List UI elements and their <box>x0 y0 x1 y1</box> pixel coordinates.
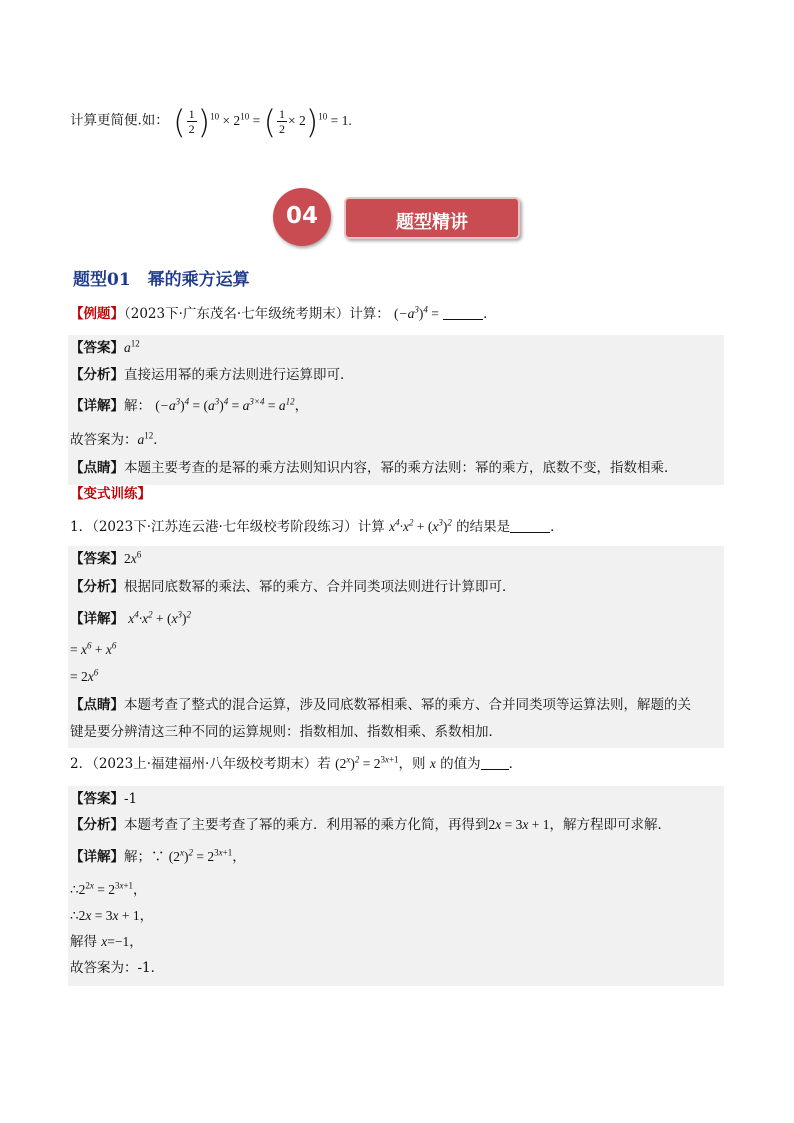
example-conclusion <box>70 430 167 450</box>
intro-line <box>70 102 352 141</box>
example-detail <box>70 396 308 416</box>
q2-answer-label: 【答案】 <box>70 791 124 807</box>
q1-detail-label: 【详解】 <box>70 611 124 627</box>
q1-answer <box>70 549 141 569</box>
q1-answer-value: $2x^6$ <box>124 549 142 566</box>
detail-prefix: 解： <box>124 398 151 414</box>
q2-detail-prefix: 解；∵ <box>124 849 165 865</box>
example-answer <box>70 338 140 358</box>
q2-stem-expression: $(2^x)^2 = 2^{3x+1}$ <box>335 754 399 771</box>
example-comment <box>70 458 678 478</box>
analysis-text: 直接运用幂的乘方法则进行运算即可． <box>124 367 354 383</box>
example-source: （2023下·广东茂名·七年级统考期末）计算： <box>124 306 390 322</box>
banner-title: 题型精讲 <box>396 212 468 233</box>
intro-formula: ( $\frac{1}{2}$ )$^{10} \times 2^{10}$ = ( $\frac{1}{2}$ × 2)$^{10}$ = 1. <box>173 102 352 141</box>
practice-tag: 【变式训练】 <box>70 486 151 502</box>
q2-answer-value: -1 <box>124 791 138 807</box>
q2-stem: 2．（2023上·福建福州·八年级校考期末）若 $(2^x)^2 = 2^{3x+1}$，则 x 的值为 ． <box>70 754 523 772</box>
detail-label: 【详解】 <box>70 398 124 414</box>
q2-step3: 解得 x=−1， <box>70 934 143 950</box>
detail-expression: $(-a^3)^4 = (a^3)^4 = a^{3\times 4} = a^{12}$， <box>155 396 309 413</box>
q2-step1: $\therefore 2^{2x} = 2^{3x+1}$， <box>70 880 147 897</box>
q2-analysis-text-a: 本题考查了主要考查了幂的乘方．利用幂的乘方化简，再得到 <box>124 817 489 833</box>
q2-analysis-text-b: ，解方程即可求解． <box>549 817 671 833</box>
q2-stem-suffix2: 的值为 <box>440 756 481 772</box>
q2-answer <box>70 789 137 809</box>
answer-blank <box>443 319 483 320</box>
q2-analysis-label: 【分析】 <box>70 817 124 833</box>
q1-stem: 1．（2023下·江苏连云港·七年级校考阶段练习）计算 $x^4\cdot x^2 + (x^3)^2$ 的结果是 ． <box>70 517 564 535</box>
q2-conclusion: 故答案为：-1． <box>70 960 165 976</box>
answer-value: $a^{12}$ <box>124 338 140 355</box>
q2-stem-suffix: ，则 <box>398 756 426 772</box>
q2-step2: ∴2x = 3x + 1， <box>70 908 154 923</box>
example-question: 【例题】（2023下·广东茂名·七年级统考期末）计算： $(-a^3)^4$ = ． <box>70 304 497 322</box>
q1-comment-text1: 本题考查了整式的混合运算，涉及同底数幂相乘、幂的乘方、合并同类项等运算法则，解题的关 <box>124 697 691 713</box>
q1-step1: = $x^6 + x^6$ <box>70 640 117 657</box>
q1-detail-expression: $x^4\cdot x^2 + (x^3)^2$ <box>128 609 192 626</box>
comment-text: 本题主要考查的是幂的乘方法则知识内容，幂的乘方法则：幂的乘方，底数不变，指数相乘． <box>124 460 678 476</box>
example-analysis <box>70 365 354 385</box>
q1-answer-label: 【答案】 <box>70 551 124 567</box>
analysis-label: 【分析】 <box>70 367 124 383</box>
q2-analysis <box>70 815 671 835</box>
q1-step2: = $2x^6$ <box>70 667 99 684</box>
q1-analysis-text: 根据同底数幂的乘法、幂的乘方、合并同类项法则进行计算即可． <box>124 579 516 595</box>
banner-number-circle <box>273 188 331 246</box>
banner-number: 04 <box>285 203 318 229</box>
q2-analysis-eq: 2x = 3x + 1 <box>488 817 550 832</box>
comment-label: 【点睛】 <box>70 460 124 476</box>
q1-analysis-label: 【分析】 <box>70 579 124 595</box>
banner-ribbon <box>344 197 520 239</box>
q1-comment-line2: 键是要分辨清这三种不同的运算规则：指数相加、指数相乘、系数相加． <box>70 724 502 740</box>
example-expression: $(-a^3)^4$ = <box>394 304 439 321</box>
q2-detail <box>70 847 246 867</box>
answer-label: 【答案】 <box>70 340 124 356</box>
q1-detail <box>70 609 191 629</box>
example-tag: 【例题】 <box>70 306 124 322</box>
conclusion-text: 故答案为：$a^{12}$． <box>70 430 167 448</box>
intro-prefix: 计算更简便.如： <box>70 112 169 129</box>
section-title: 题型01 幂的乘方运算 <box>73 270 250 290</box>
q2-detail-expression: $(2^x)^2 = 2^{3x+1}$， <box>168 847 246 864</box>
q2-detail-label: 【详解】 <box>70 849 124 865</box>
q1-comment-line1 <box>70 695 691 715</box>
q1-analysis <box>70 577 516 597</box>
q1-comment-label: 【点睛】 <box>70 697 124 713</box>
q2-stem-prefix: 2．（2023上·福建福州·八年级校考期末）若 <box>70 756 331 772</box>
